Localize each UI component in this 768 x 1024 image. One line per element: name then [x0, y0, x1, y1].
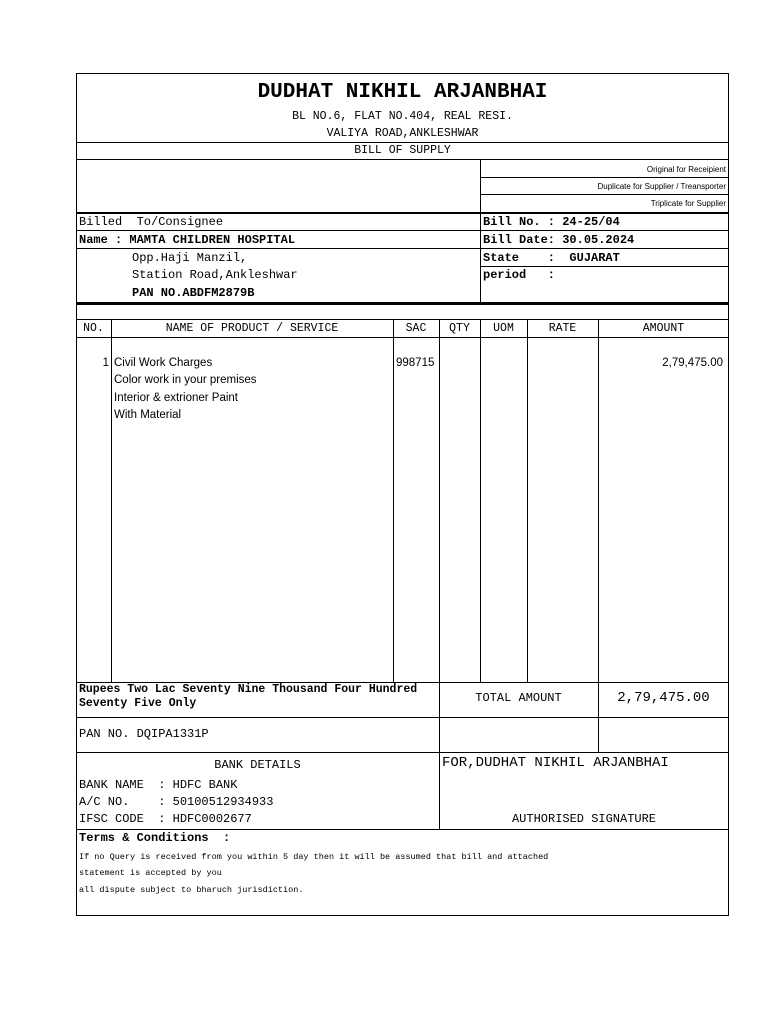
signature-for-line: FOR,DUDHAT NIKHIL ARJANBHAI [442, 755, 669, 771]
rule-v [598, 319, 599, 752]
billed-to-label: Billed To/Consignee [79, 215, 224, 229]
rule [76, 752, 729, 753]
rule [76, 319, 729, 320]
copy-duplicate: Duplicate for Supplier / Treansporter [597, 182, 726, 191]
supplier-pan: PAN NO. DQIPA1331P [79, 727, 209, 741]
bill-number: Bill No. : 24-25/04 [483, 215, 620, 229]
rule [480, 266, 729, 267]
terms-line-1: If no Query is received from you within 5 day then it will be assumed that bill and attached [79, 852, 549, 862]
rule-thick [76, 302, 729, 305]
rule [480, 194, 729, 195]
terms-line-2: statement is accepted by you [79, 868, 222, 878]
bank-name: BANK NAME : HDFC BANK [79, 778, 238, 792]
col-header-uom: UOM [493, 322, 514, 335]
rule [76, 159, 729, 160]
rule-v [111, 319, 112, 682]
col-header-no: NO. [83, 322, 104, 335]
bank-details-title: BANK DETAILS [214, 758, 301, 772]
doc-type: BILL OF SUPPLY [354, 144, 451, 157]
rule-v [480, 319, 481, 682]
period: period : [483, 268, 556, 282]
rule [76, 248, 729, 249]
copy-triplicate: Triplicate for Supplier [650, 199, 726, 208]
consignee-address-1: Opp.Haji Manzil, [132, 251, 248, 265]
rule [480, 177, 729, 178]
terms-title: Terms & Conditions : [79, 831, 231, 845]
consignee-address-2: Station Road,Ankleshwar [132, 268, 298, 282]
row-description-line: Civil Work Charges [114, 357, 213, 369]
rule-v [480, 159, 481, 302]
rule-v [527, 319, 528, 682]
consignee-pan: PAN NO.ABDFM2879B [132, 286, 255, 300]
rule [76, 829, 729, 830]
bank-account-number: A/C NO. : 50100512934933 [79, 795, 274, 809]
rule-v [439, 319, 440, 829]
total-amount-value: 2,79,475.00 [617, 690, 710, 706]
rule [76, 230, 729, 231]
row-number: 1 [102, 357, 109, 369]
row-description-line: Color work in your premises [114, 374, 257, 386]
col-header-product: NAME OF PRODUCT / SERVICE [165, 322, 339, 335]
copy-original: Original for Receipient [646, 165, 726, 174]
address-line-2: VALIYA ROAD,ANKLESHWAR [326, 127, 479, 140]
company-name: DUDHAT NIKHIL ARJANBHAI [257, 81, 548, 104]
total-amount-label: TOTAL AMOUNT [475, 691, 562, 705]
authorised-signature-label: AUTHORISED SIGNATURE [511, 812, 657, 826]
consignee-name: Name : MAMTA CHILDREN HOSPITAL [79, 233, 296, 247]
row-amount: 2,79,475.00 [662, 357, 723, 369]
rule [76, 717, 729, 718]
terms-line-3: all dispute subject to bharuch jurisdiction. [79, 885, 304, 895]
amount-in-words-line-2: Seventy Five Only [79, 697, 197, 710]
col-header-rate: RATE [548, 322, 577, 335]
bank-ifsc: IFSC CODE : HDFC0002677 [79, 812, 252, 826]
rule-v [393, 319, 394, 682]
row-description-line: Interior & extrioner Paint [114, 392, 239, 404]
col-header-sac: SAC [405, 322, 427, 335]
rule [76, 337, 729, 338]
amount-in-words-line-1: Rupees Two Lac Seventy Nine Thousand Four Hundred [79, 683, 418, 696]
bill-date: Bill Date: 30.05.2024 [483, 233, 635, 247]
address-line-1: BL NO.6, FLAT NO.404, REAL RESI. [292, 110, 513, 123]
rule-thick [76, 212, 729, 214]
rule [76, 142, 729, 143]
col-header-amount: AMOUNT [642, 322, 685, 335]
state: State : GUJARAT [483, 251, 620, 265]
row-sac: 998715 [396, 357, 435, 369]
col-header-qty: QTY [449, 322, 470, 335]
row-description-line: With Material [114, 409, 182, 421]
